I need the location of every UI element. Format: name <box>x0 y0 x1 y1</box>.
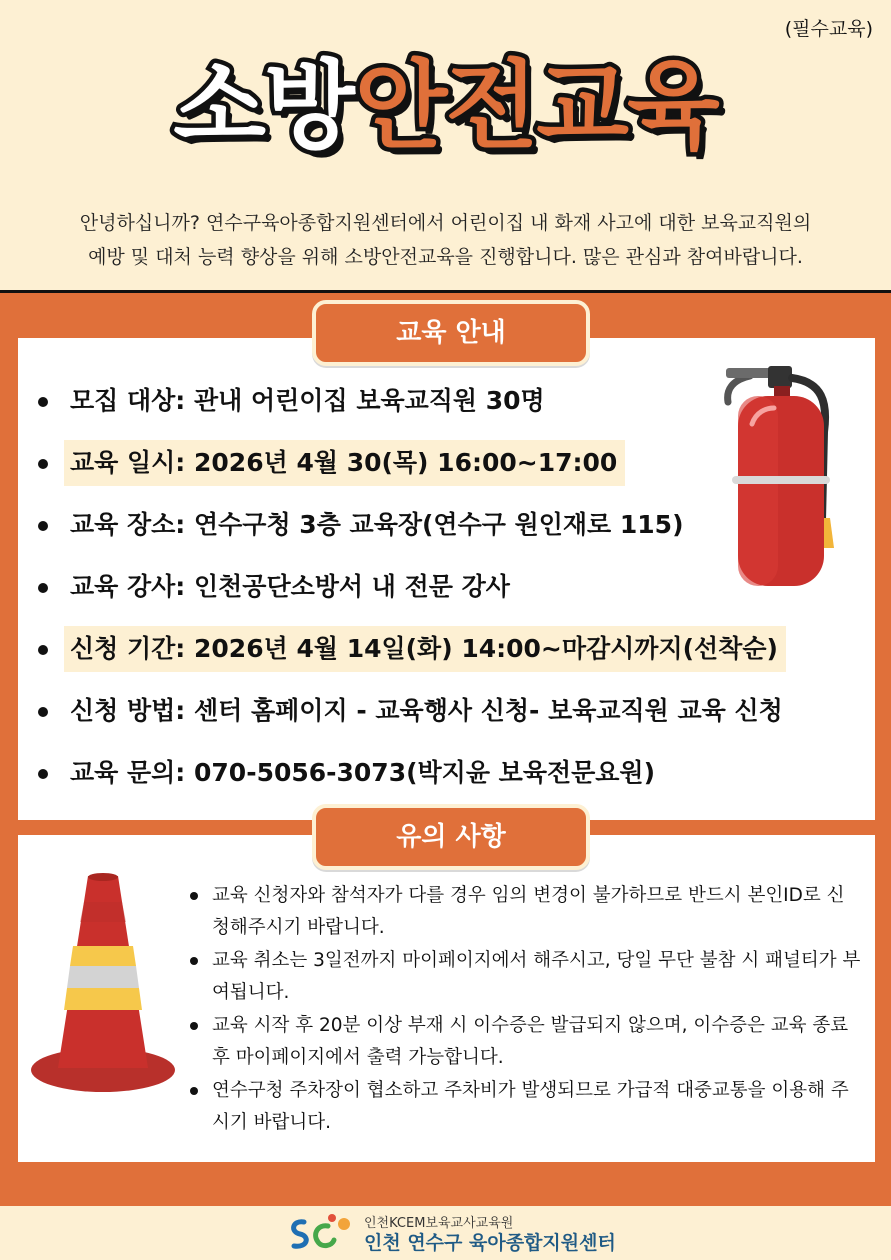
required-course-label: (필수교육) <box>784 18 873 40</box>
intro-line-1: 안녕하십니까? 연수구육아종합지원센터에서 어린이집 내 화재 사고에 대한 보육교직원의 <box>79 212 812 234</box>
notes-heading: 유의 사항 <box>312 804 590 870</box>
info-item-application-method: 신청 방법: 센터 홈페이지 - 교육행사 신청- 보육교직원 교육 신청 <box>38 688 838 750</box>
title-part-fire: 소방 <box>173 50 355 162</box>
page-title <box>0 50 891 162</box>
info-heading: 교육 안내 <box>312 300 590 366</box>
note-item: 연수구청 주차장이 협소하고 주차비가 발생되므로 가급적 대중교통을 이용해 주시기 바랍니다. <box>186 1075 862 1139</box>
footer-org-line-1: 인천KCEM보육교사교육원 <box>364 1216 514 1231</box>
footer-org-line-2: 인천 연수구 육아종합지원센터 <box>364 1232 616 1254</box>
info-item-instructor: 교육 강사: 인천공단소방서 내 전문 강사 <box>38 564 838 626</box>
title-part-safety: 안전교육 <box>354 50 718 162</box>
info-list <box>38 378 838 812</box>
info-item-recruit-target: 모집 대상: 관내 어린이집 보육교직원 30명 <box>38 378 838 440</box>
note-item: 교육 취소는 3일전까지 마이페이지에서 해주시고, 당일 무단 불참 시 패널티가 부여됩니다. <box>186 945 862 1009</box>
intro-line-2: 예방 및 대처 능력 향상을 위해 소방안전교육을 진행합니다. 많은 관심과 참여바랍니다. <box>88 246 803 268</box>
fire-extinguisher-icon <box>722 362 838 592</box>
info-item-application-period: 신청 기간: 2026년 4월 14일(화) 14:00~마감시까지(선착순) <box>38 626 838 688</box>
notes-list <box>186 880 862 1140</box>
info-item-location: 교육 장소: 연수구청 3층 교육장(연수구 원인재로 115) <box>38 502 838 564</box>
note-item: 교육 신청자와 참석자가 다를 경우 임의 변경이 불가하므로 반드시 본인ID로 신청해주시기 바랍니다. <box>186 880 862 944</box>
intro-text <box>20 206 871 274</box>
traffic-cone-icon <box>28 872 178 1094</box>
info-item-date: 교육 일시: 2026년 4월 30(목) 16:00~17:00 <box>38 440 838 502</box>
center-logo-icon <box>288 1212 356 1254</box>
info-item-contact: 교육 문의: 070-5056-3073(박지윤 보육전문요원) <box>38 750 838 812</box>
note-item: 교육 시작 후 20분 이상 부재 시 이수증은 발급되지 않으며, 이수증은 교육 종료 후 마이페이지에서 출력 가능합니다. <box>186 1010 862 1074</box>
